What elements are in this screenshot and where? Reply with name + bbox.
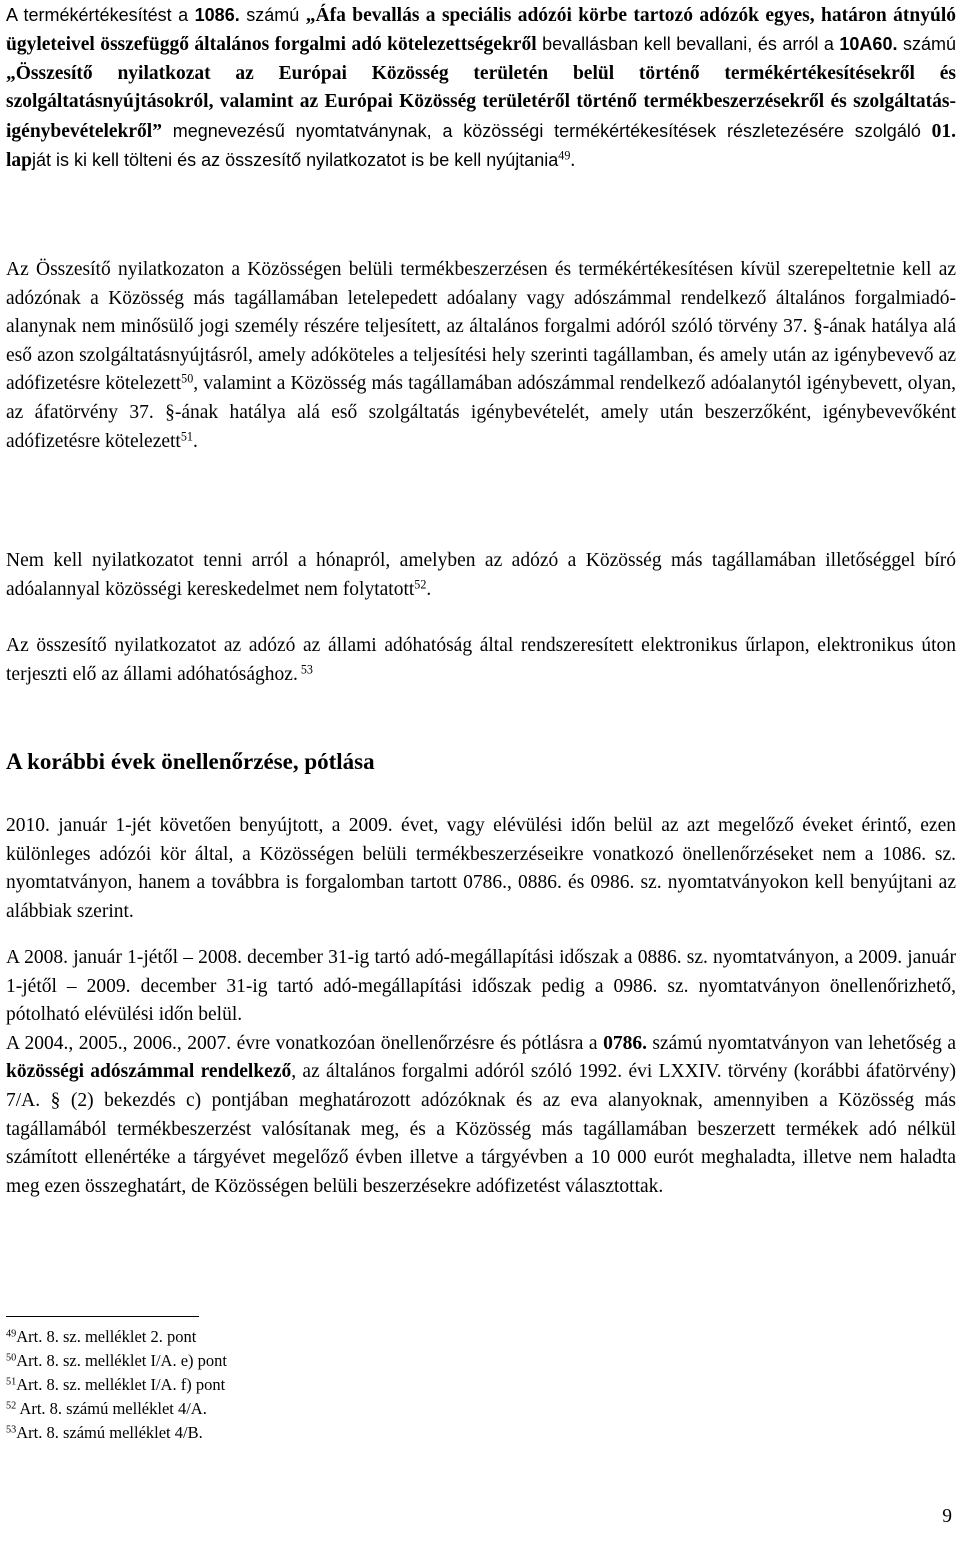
footnote — [6, 1397, 606, 1421]
footnote-ref: 51 — [180, 428, 193, 443]
footnote-number: 51 — [6, 1376, 17, 1388]
page-number: 9 — [942, 1506, 952, 1527]
footnote — [6, 1349, 606, 1373]
text-run: A 2004., 2005., 2006., 2007. évre vonatkozóan önellenőrzésre és pótlásra a — [6, 1032, 604, 1054]
footnote-number: 49 — [6, 1328, 17, 1340]
text-run: megnevezésű nyomtatványnak, a közösségi termékértékesítések részletezésére szolgáló — [161, 120, 932, 141]
text-run: Nem kell nyilatkozatot tenni arról a hónapról, amelyben az adózó a Közösség más tagállamában illetőséggel bíró adóalannyal közösségi kereskedelmet nem folytatott — [6, 550, 956, 600]
form-number: 0786. — [603, 1032, 647, 1054]
emphasis: közösségi adószámmal rendelkező — [6, 1061, 292, 1083]
form-title-1086: „Áfa bevallás a speciális adózói körbe tartozó adózók egyes, határon átnyúló ügyleteivel összefüggő általános forgalmi adó kötelezettségekről — [6, 5, 956, 56]
paragraph-3 — [6, 547, 956, 604]
sheet-number: 01. lap — [6, 120, 956, 172]
footnote — [6, 1373, 606, 1397]
form-number: 10A60. — [839, 34, 898, 55]
text-run: A 2008. január 1-jétől – 2008. december 31-ig tartó adó-megállapítási időszak a 0886. sz. nyomtatványon, a 2009. január 1-jétől – 2009. december 31-ig tartó adó-megállapítási időszak pedig a 0986. sz. nyomtatványon önellenőrizhető, pótolható elévülési időn belül. — [6, 947, 956, 1026]
footnote-number: 50 — [6, 1352, 17, 1364]
paragraph-5: 2010. január 1-jét követően benyújtott, a 2009. évet, vagy elévülési időn belül az azt megelőző éveket érintő, ezen különleges adózói kör által, a Közösségen belüli termékbeszerzéseikre vonatkozó önellenőrzéseket nem a 1086. sz. nyomtatványon, hanem a továbbra is forgalomban tartott 0786., 0886. és 0986. sz. nyomtatványokon kell benyújtani az alábbiak szerint. — [6, 815, 956, 922]
paragraph-4 — [6, 632, 956, 689]
text-run: A termékértékesítést a — [6, 5, 195, 25]
footnote-ref: 52 — [414, 576, 427, 591]
text-run: számú — [239, 5, 306, 25]
text-run: . — [192, 430, 198, 452]
paragraph-1 — [6, 1, 956, 175]
footnote-text: Art. 8. számú melléklet 4/A. — [16, 1399, 207, 1418]
footnote-text: Art. 8. sz. melléklet 2. pont — [16, 1327, 197, 1346]
footnotes — [6, 1325, 606, 1445]
text-run: , valamint a Közösség más tagállamában adószámmal rendelkező adóalanytól igénybevett, olyan, az áfatörvény 37. §-ának hatálya alá eső szolgáltatás igénybevételét, amely után beszerzőként, igénybevevőként adófizetésre kötelezett — [6, 373, 956, 452]
footnote-text: Art. 8. sz. melléklet I/A. e) pont — [16, 1351, 227, 1370]
section-heading: A korábbi évek önellenőrzése, pótlása — [6, 749, 375, 774]
footnote-ref: 49 — [558, 148, 571, 163]
text-run: bevallásban kell bevallani, és arról a — [536, 34, 840, 55]
paragraph-2 — [6, 256, 956, 456]
footnote — [6, 1325, 606, 1349]
text-run: Az összesítő nyilatkozatot az adózó az állami adóhatóság által rendszeresített elektronikus űrlapon, elektronikus úton terjeszti elő az állami adóhatósághoz. — [6, 635, 956, 685]
text-run: . — [570, 150, 576, 172]
footnote-ref: 53 — [297, 661, 313, 676]
footnote-text: Art. 8. sz. melléklet I/A. f) pont — [16, 1375, 226, 1394]
text-run: számú nyomtatványon van lehetőség a — [646, 1032, 956, 1054]
footnote-separator — [6, 1316, 199, 1317]
form-number: 1086. — [194, 5, 240, 25]
form-title-10a60: „Összesítő nyilatkozat az Európai Közösség területén belül történő termékértékesítésekről és szolgáltatásnyújtásokról, valamint az Európai Közösség területéről történő termékbeszerzésekről és szolgáltatás-igénybevételekről” — [6, 62, 956, 142]
text-run: . — [426, 578, 432, 600]
footnote-text: Art. 8. számú melléklet 4/B. — [16, 1423, 203, 1442]
text-run: számú — [897, 34, 956, 55]
footnote-number: 52 — [6, 1400, 17, 1412]
text-run: , az általános forgalmi adóról szóló 1992. évi LXXIV. törvény (korábbi áfatörvény) 7/A. § (2) bekezdés c) pontjában meghatározott adózóknak és az eva alanyoknak, amennyiben a Közösség más tagállamából termékbeszerzést valósítanak meg, és a Közösség más tagállamában beszerzett termékek adó nélkül számított ellenértéke a tárgyévet megelőző évben illetve a tárgyévben a 10 000 eurót meghaladta, illetve nem haladta meg ezen összeghatárt, de Közösségen belüli beszerzésekre adófizetést választottak. — [6, 1061, 957, 1197]
footnote — [6, 1421, 606, 1445]
text-run: ját is ki kell tölteni és az összesítő nyilatkozatot is be kell nyújtania — [32, 150, 559, 171]
text-run: Az Összesítő nyilatkozaton a Közösségen belüli termékbeszerzésen és termékértékesítésen kívül szerepeltetnie kell az adózónak a Közösség más tagállamában letelepedett adóalany vagy adószámmal rendelkező általános forgalmiadó-alanynak nem minősülő jogi személy részére teljesített, az általános forgalmi adóról szóló törvény 37. §-ának hatálya alá eső azon szolgáltatásnyújtásról, amely adóköteles a teljesítési hely szerinti tagállamban, és amely után az igénybevevő az adófizetésre kötelezett — [6, 259, 956, 395]
footnote-number: 53 — [6, 1424, 17, 1436]
footnote-ref: 50 — [181, 371, 194, 386]
paragraph-6 — [6, 944, 956, 1201]
